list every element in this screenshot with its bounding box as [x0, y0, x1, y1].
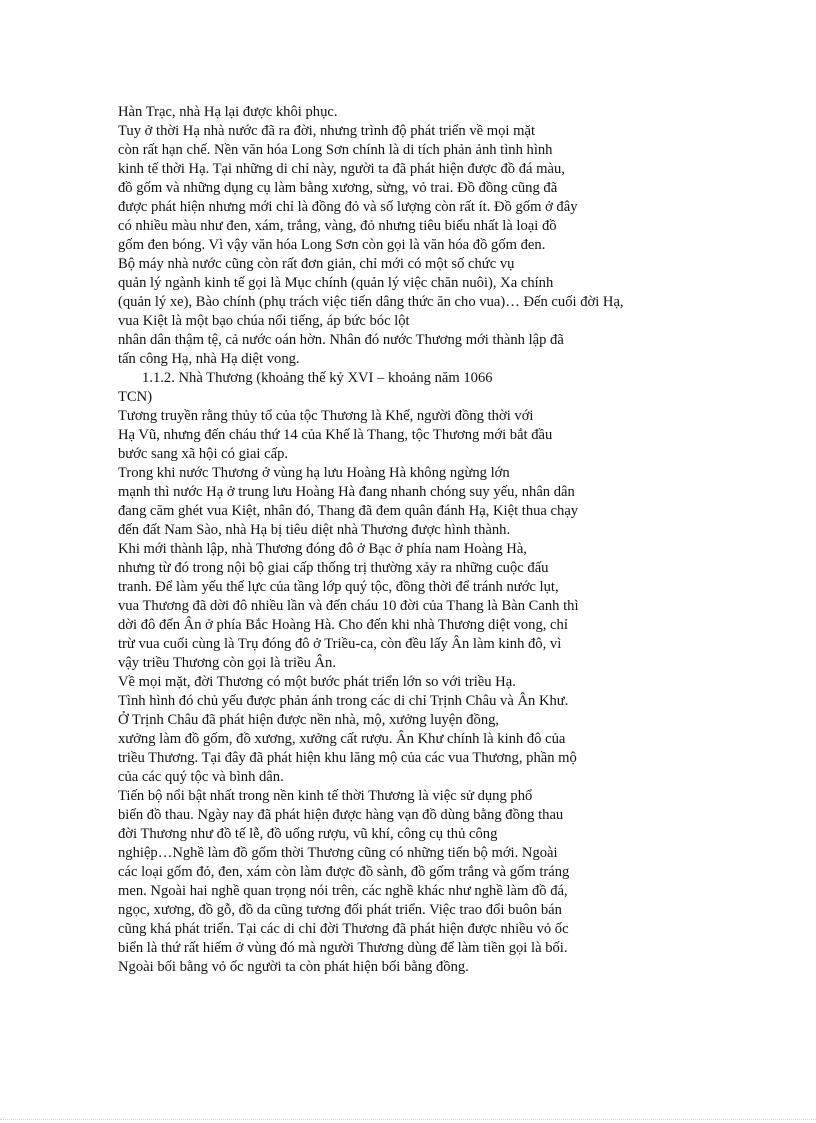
text-line: Tình hình đó chủ yếu được phản ánh trong các di chỉ Trịnh Châu và Ân Khư.: [118, 693, 569, 709]
text-line: đến đất Nam Sào, nhà Hạ bị tiêu diệt nhà Thương được hình thành.: [118, 522, 511, 538]
text-line: men. Ngoài hai nghề quan trọng nói trên, các nghề khác như nghề làm đồ đá,: [118, 883, 568, 899]
text-line: nghiệp…Nghề làm đồ gốm thời Thương cũng có những tiến bộ mới. Ngoài: [118, 845, 558, 861]
text-line: dời đô đến Ân ở phía Bắc Hoàng Hà. Cho đến khi nhà Thương diệt vong, chỉ: [118, 617, 568, 633]
text-line: xưởng làm đồ gốm, đồ xương, xưởng cất rượu. Ân Khư chính là kinh đô của: [118, 731, 566, 747]
text-line: đang căm ghét vua Kiệt, nhân đó, Thang đã đem quân đánh Hạ, Kiệt thua chạy: [118, 503, 579, 519]
text-line: (quản lý xe), Bào chính (phụ trách việc tiến dâng thức ăn cho vua)… Đến cuối đời Hạ,: [118, 294, 624, 310]
text-line: vua Kiệt là một bạo chúa nổi tiếng, áp bức bóc lột: [118, 313, 410, 329]
text-line: cũng khá phát triển. Tại các di chỉ đời Thương đã phát hiện được nhiều vỏ ốc: [118, 921, 569, 937]
text-line: mạnh thì nước Hạ ở trung lưu Hoàng Hà đang nhanh chóng suy yếu, nhân dân: [118, 484, 575, 500]
text-line: được phát hiện nhưng mới chỉ là đồng đỏ và số lượng còn rất ít. Đồ gốm ở đây: [118, 199, 578, 215]
text-line: đời Thương như đồ tế lễ, đồ uống rượu, vũ khí, công cụ thủ công: [118, 826, 498, 842]
text-line: có nhiều màu như đen, xám, trắng, vàng, đỏ nhưng tiêu biểu nhất là loại đồ: [118, 218, 557, 234]
text-line: Hạ Vũ, nhưng đến cháu thứ 14 của Khế là Thang, tộc Thương mới bắt đầu: [118, 427, 553, 443]
text-line: quản lý ngành kinh tế gọi là Mục chính (quản lý việc chăn nuôi), Xa chính: [118, 275, 554, 291]
text-line: tấn công Hạ, nhà Hạ diệt vong.: [118, 351, 300, 367]
text-line: tranh. Để làm yếu thế lực của tầng lớp quý tộc, đồng thời để tránh nước lụt,: [118, 579, 559, 595]
text-line: đồ gốm và những dụng cụ làm bằng xương, sừng, vỏ trai. Đồ đồng cũng đã: [118, 180, 558, 196]
text-line: Ngoài bối bằng vỏ ốc người ta còn phát hiện bối bằng đồng.: [118, 959, 469, 975]
text-line: bước sang xã hội có giai cấp.: [118, 446, 289, 462]
text-line: ngọc, xương, đồ gỗ, đồ da cũng tương đối phát triển. Việc trao đổi buôn bán: [118, 902, 562, 918]
text-line: kinh tế thời Hạ. Tại những di chỉ này, người ta đã phát hiện được đồ đá màu,: [118, 161, 565, 177]
text-line: Tuy ở thời Hạ nhà nước đã ra đời, nhưng trình độ phát triển về mọi mặt: [118, 123, 536, 139]
text-line: nhân dân thậm tệ, cả nước oán hờn. Nhân đó nước Thương mới thành lập đã: [118, 332, 564, 348]
section-heading-cont: TCN): [118, 389, 153, 405]
text-line: Hàn Trạc, nhà Hạ lại được khôi phục.: [118, 104, 338, 120]
text-line: triều Thương. Tại đây đã phát hiện khu lăng mộ của các vua Thương, phần mộ: [118, 750, 577, 766]
text-line: gốm đen bóng. Vì vậy văn hóa Long Sơn còn gọi là văn hóa đồ gốm đen.: [118, 237, 546, 253]
body-text: [118, 103, 698, 977]
text-line: vậy triều Thương còn gọi là triều Ân.: [118, 655, 337, 671]
text-line: biển là thứ rất hiếm ở vùng đó mà người Thương dùng để làm tiền gọi là bối.: [118, 940, 568, 956]
text-line: Ở Trịnh Châu đã phát hiện được nền nhà, mộ, xưởng luyện đồng,: [118, 712, 500, 728]
text-line: Bộ máy nhà nước cũng còn rất đơn giản, chỉ mới có một số chức vụ: [118, 256, 515, 272]
text-line: trừ vua cuối cùng là Trụ đóng đô ở Triều-ca, còn đều lấy Ân làm kinh đô, vì: [118, 636, 562, 652]
text-line: Tương truyền rằng thủy tổ của tộc Thương là Khế, người đồng thời với: [118, 408, 534, 424]
text-line: Tiến bộ nổi bật nhất trong nền kinh tế thời Thương là việc sử dụng phổ: [118, 788, 533, 804]
text-line: các loại gốm đỏ, đen, xám còn làm được đồ sành, đồ gốm trắng và gốm tráng: [118, 864, 570, 880]
text-line: vua Thương đã dời đô nhiều lần và đến cháu 10 đời của Thang là Bàn Canh thì: [118, 598, 579, 614]
text-line: Trong khi nước Thương ở vùng hạ lưu Hoàng Hà không ngừng lớn: [118, 465, 510, 481]
text-line: còn rất hạn chế. Nền văn hóa Long Sơn chính là di tích phản ảnh tình hình: [118, 142, 553, 158]
text-line: Khi mới thành lập, nhà Thương đóng đô ở Bạc ở phía nam Hoàng Hà,: [118, 541, 527, 557]
text-line: biến đồ thau. Ngày nay đã phát hiện được hàng vạn đồ dùng bằng đồng thau: [118, 807, 564, 823]
text-line: nhưng từ đó trong nội bộ giai cấp thống trị thường xảy ra những cuộc đấu: [118, 560, 549, 576]
text-line: của các quý tộc và bình dân.: [118, 769, 284, 785]
text-line: Về mọi mặt, đời Thương có một bước phát triển lớn so với triều Hạ.: [118, 674, 516, 690]
section-heading: 1.1.2. Nhà Thương (khoảng thế kỷ XVI – khoảng năm 1066: [142, 370, 493, 386]
page-bottom-divider: [0, 1119, 816, 1120]
